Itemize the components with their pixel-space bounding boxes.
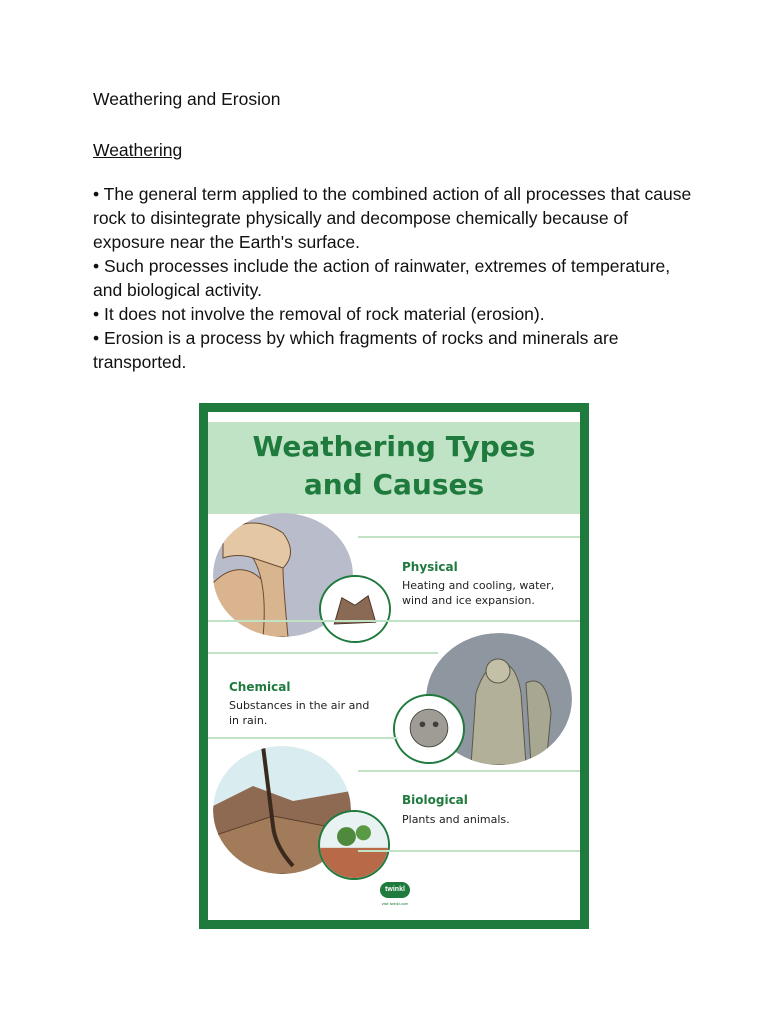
weathering-poster [199,403,589,929]
twinkl-logo: twinkl [380,882,410,898]
poster-title-line1: Weathering Types [252,430,536,463]
chemical-desc-line: in rain. [229,714,268,727]
bullet-item: • The general term applied to the combined action of all processes that cause rock to disintegrate physically and decompose chemically because of exposure near the Earth's surface. [93,184,692,252]
chemical-statue-closeup-image [393,694,465,764]
physical-title: Physical [402,560,458,574]
section-heading: Weathering [93,140,183,160]
biological-title: Biological [402,793,468,807]
document-title: Weathering and Erosion [93,89,281,109]
document-body [93,86,693,374]
chemical-title: Chemical [229,680,291,694]
divider [358,850,580,852]
twinkl-url: visit twinkl.com [381,901,409,906]
poster-header [208,422,580,514]
divider [208,737,398,739]
physical-description [402,578,554,608]
chemical-description [229,698,369,728]
physical-rock-fragment-image [319,575,391,643]
poster-title-line2: and Causes [303,468,485,501]
divider [208,620,580,622]
poster-inner [208,412,580,920]
bullet-item: • Erosion is a process by which fragments of rocks and minerals are transported. [93,328,619,372]
divider [358,770,580,772]
divider [208,652,438,654]
biological-description [402,812,510,827]
physical-desc-line: Heating and cooling, water, [402,579,555,592]
bullet-list [93,182,693,374]
divider [358,536,580,538]
bullet-item: • Such processes include the action of rainwater, extremes of temperature, and biological activity. [93,256,671,300]
biological-desc-line: Plants and animals. [402,813,510,826]
physical-desc-line: wind and ice expansion. [402,594,535,607]
biological-plants-image [318,810,390,880]
bullet-item: • It does not involve the removal of rock material (erosion). [93,304,545,324]
chemical-desc-line: Substances in the air and [229,699,370,712]
